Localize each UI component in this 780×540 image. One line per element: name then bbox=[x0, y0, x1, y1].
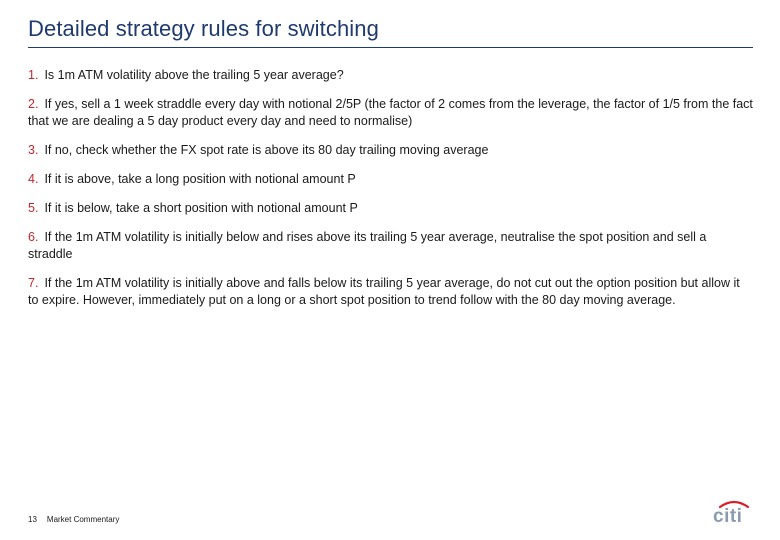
rule-number: 2. bbox=[28, 97, 39, 111]
footer bbox=[28, 515, 119, 524]
citi-logo-icon bbox=[712, 496, 752, 526]
rule-text: If no, check whether the FX spot rate is above its 80 day trailing moving average bbox=[44, 143, 489, 157]
rule-item-1 bbox=[28, 67, 753, 84]
rule-item-6 bbox=[28, 229, 753, 263]
logo-wordmark: citi bbox=[713, 506, 743, 526]
rule-text: If it is above, take a long position with notional amount P bbox=[44, 172, 356, 186]
footer-section: Market Commentary bbox=[46, 515, 120, 524]
page-title: Detailed strategy rules for switching bbox=[28, 16, 379, 41]
rule-text: If the 1m ATM volatility is initially above and falls below its trailing 5 year average, do not cut out the option position but allow it to expire. However, immediately put on a long or a short spot position to trend follow with the 80 day moving average. bbox=[28, 276, 740, 307]
rule-number: 5. bbox=[28, 201, 39, 215]
title-divider bbox=[28, 47, 753, 48]
rule-item-4 bbox=[28, 171, 753, 188]
rule-number: 3. bbox=[28, 143, 39, 157]
rule-number: 7. bbox=[28, 276, 39, 290]
rule-text: If the 1m ATM volatility is initially below and rises above its trailing 5 year average, neutralise the spot position and sell a straddle bbox=[28, 230, 707, 261]
rules-list bbox=[28, 67, 753, 321]
rule-item-5 bbox=[28, 200, 753, 217]
rule-number: 6. bbox=[28, 230, 39, 244]
rule-item-3 bbox=[28, 142, 753, 159]
rule-item-7 bbox=[28, 275, 753, 309]
rule-text: If it is below, take a short position with notional amount P bbox=[44, 201, 358, 215]
rule-item-2 bbox=[28, 96, 753, 130]
page-number: 13 bbox=[28, 515, 37, 524]
rule-text: If yes, sell a 1 week straddle every day with notional 2/5P (the factor of 2 comes from the leverage, the factor of 1/5 from the fact that we are dealing a 5 day product every day and need to normalise) bbox=[28, 97, 753, 128]
rule-number: 4. bbox=[28, 172, 39, 186]
rule-number: 1. bbox=[28, 68, 39, 82]
rule-text: Is 1m ATM volatility above the trailing 5 year average? bbox=[44, 68, 344, 82]
